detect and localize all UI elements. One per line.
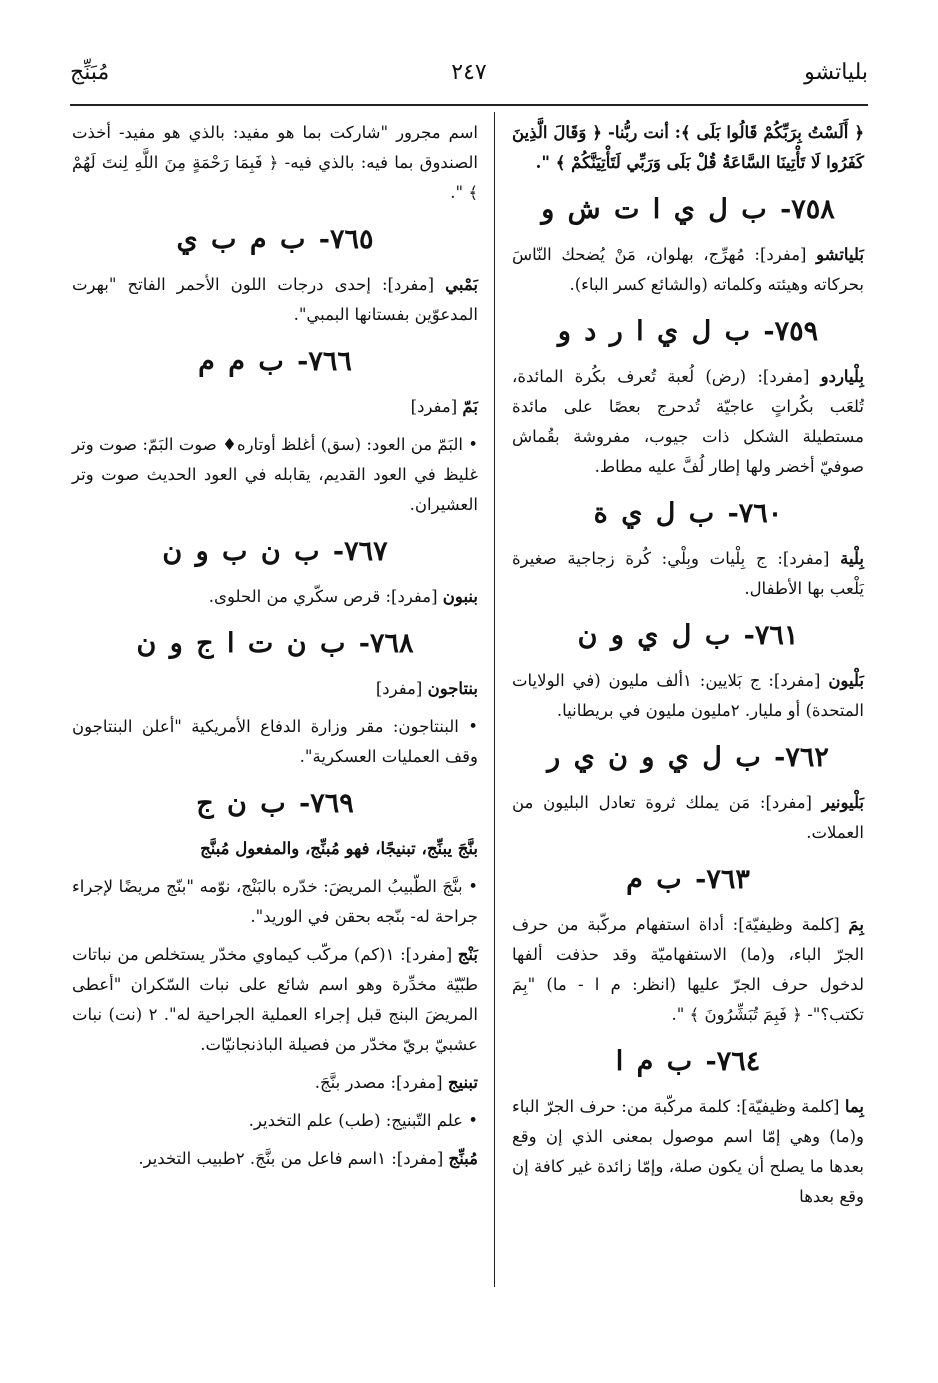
entry-768 <box>72 674 478 704</box>
right-running-head: بلياتشو <box>804 60 868 85</box>
headword: بنتاجون <box>427 679 478 698</box>
definition: [كلمة وظيفيّة]: أداة استفهام مركّبة من حرف الجرّ الباء، و(ما) الاستفهاميّة وقد حذفت ألفها لدخول حرف الجرّ عليها (انظر: م ا - ما) "بِمَ تكتب؟"- ﴿ فَبِمَ تُبَشِّرُونَ ﴾ ". <box>512 915 864 1024</box>
page-number: ٢٤٧ <box>451 60 487 85</box>
entry-769-tabnij <box>72 1068 478 1098</box>
headword: بَلْيونير <box>821 793 864 812</box>
entry-heading-764: ٧٦٤- ب م ا <box>615 1046 761 1077</box>
entry-heading-768: ٧٦٨- ب ن ت ا ج و ن <box>136 628 414 659</box>
headword: مُبنِّج <box>448 1149 478 1168</box>
definition: [مفرد] <box>410 397 463 416</box>
right-column <box>512 118 864 1220</box>
entry-762 <box>512 788 864 848</box>
headword: تبنيج <box>447 1073 478 1092</box>
intro-text: اسم مجرور "شاركت بما هو مفيد: بالذي هو مفيد- أخذت الصندوق بما فيه: بالذي فيه- ﴿ فَبِمَا رَحْمَةٍ مِنَ اللَّهِ لِنتَ لَهُمْ ﴾ ". <box>72 123 478 202</box>
entry-766-sense: • البَمّ من العود: (سق) أغلظ أوتاره♦ صوت البَمّ: صوت وتر غليظ في العود القديم، يقابله في العود الحديث صوت وتر العشيران. <box>72 435 478 514</box>
definition: [مفرد] <box>375 679 428 698</box>
header-rule <box>70 104 868 106</box>
headword: بَمّ <box>462 397 478 416</box>
entry-heading-766: ٧٦٦- ب م م <box>198 346 352 377</box>
entry-heading-758: ٧٥٨- ب ل ي ا ت ش و <box>541 194 835 225</box>
entry-heading-767: ٧٦٧- ب ن ب و ن <box>162 536 388 567</box>
entry-heading-769: ٧٦٩- ب ن ج <box>196 788 354 819</box>
column-divider <box>494 112 495 1287</box>
entry-heading-759: ٧٥٩- ب ل ي ا ر د و <box>557 316 819 347</box>
definition: [مفرد]: إحدى درجات اللون الأحمر الفاتح "بهرت المدعوّين بفستانها البمبي". <box>72 275 478 324</box>
entry-758 <box>512 240 864 300</box>
headword: بِما <box>844 1097 864 1116</box>
entry-heading-765: ٧٦٥- ب م ب ي <box>176 224 374 255</box>
entry-heading-762: ٧٦٢- ب ل ي و ن ي ر <box>547 742 829 773</box>
entry-765 <box>72 270 478 330</box>
definition: [مفرد]: ج بَلايين: ١ألف مليون (في الولايات المتحدة) أو مليار. ٢مليون مليون في بريطانيا. <box>512 671 864 720</box>
entry-759 <box>512 362 864 482</box>
definition: [مفرد]: قرص سكّري من الحلوى. <box>208 587 443 606</box>
definition: [مفرد]: ١(كم) مركّب كيماوي مخدّر يستخلص من نباتات طبّيّة مخدِّرة وهو اسم شائع على نبات السّكران "أعطى المريضَ البنج قبل إجراء العملية الجراحية له". ٢ (نت) نبات عشبيّ بريّ مخدّر من فصيلة الباذنجانيّات. <box>72 945 479 1054</box>
definition: [مفرد]: مصدر بنَّجَ. <box>314 1073 448 1092</box>
intro-quote: ﴿ أَلَسْتُ بِرَبِّكُمْ قَالُوا بَلَى ﴾: أنت ربُّنا- ﴿ وَقَالَ الَّذِينَ كَفَرُوا لَا تَأْتِينَا السَّاعَةُ قُلْ بَلَى وَرَبِّي لَتَأْتِيَنَّكُمْ ﴾ ". <box>512 123 864 172</box>
left-running-head: مُبَنِّج <box>70 60 110 85</box>
definition: [مفرد]: ١اسم فاعل من بنَّجَ. ٢طبيب التخدير. <box>138 1149 449 1168</box>
entry-heading-763: ٧٦٣- ب م <box>626 864 750 895</box>
definition: [مفرد]: (رض) لُعبة تُعرف بكُرة المائدة، تُلعَب بكُراتٍ عاجيّة تُدحرج بعصًا على مائدة مستطيلة الشكل ذات جيوب، مفروشة بقُماش صوفيّ أخضر ولها إطار لُفَّ عليه مطاط. <box>512 367 864 476</box>
definition: [كلمة وظيفيّة]: كلمة مركّبة من: حرف الجرّ الباء و(ما) وهي إمّا اسم موصول بمعنى الذي إن وقع بعدها ما يصلح أن يكون صلة، وإمّا زائدة غير كافة إن وقع بعدها <box>512 1097 864 1206</box>
page-header <box>70 60 868 100</box>
entry-769-mubannij <box>72 1144 478 1174</box>
entry-769-verb: بنَّجَ يبنِّج، تبنيجًا، فهو مُبنِّج، والمفعول مُبنَّج <box>200 839 478 858</box>
headword: بَلياتشو <box>816 245 864 264</box>
entry-769-verb-sense: • بنَّجَ الطّبيبُ المريضَ: خدّره بالبَنْج، نوّمه "بنّج مريضًا لإجراء جراحة له- بنّجه بحقن في الوريد". <box>72 877 478 926</box>
headword: بَنْج <box>457 945 478 964</box>
headword: بنبون <box>442 587 478 606</box>
entry-767 <box>72 582 478 612</box>
entry-heading-760: ٧٦٠- ب ل ي ة <box>593 498 783 529</box>
left-column <box>72 118 478 1182</box>
entry-763 <box>512 910 864 1030</box>
entry-761 <box>512 666 864 726</box>
definition: [مفرد]: مَن يملك ثروة تعادل البليون من العملات. <box>512 793 864 842</box>
entry-769-noun <box>72 940 478 1060</box>
entry-heading-761: ٧٦١- ب ل ي و ن <box>577 620 799 651</box>
entry-760 <box>512 544 864 604</box>
headword: بِمَ <box>848 915 864 934</box>
definition: [مفرد]: ج بِلْيات وبِلْي: كُرة زجاجية صغيرة يَلْعب بها الأطفال. <box>512 549 864 598</box>
headword: بَلْيون <box>828 671 864 690</box>
headword: بِلْية <box>840 549 864 568</box>
headword: بَمْبي <box>445 275 478 294</box>
entry-764 <box>512 1092 864 1212</box>
entry-768-sense: • البنتاجون: مقر وزارة الدفاع الأمريكية "أعلن البنتاجون وقف العمليات العسكرية". <box>72 717 478 766</box>
entry-766 <box>72 392 478 422</box>
headword: بِلْياردو <box>820 367 864 386</box>
entry-769-tabnij-sense: • علم التّبنيج: (طب) علم التخدير. <box>248 1111 478 1130</box>
definition: [مفرد]: مُهرِّج، بهلوان، مَنْ يُضحك النّاسَ بحركاته وهيئته وكلماته (والشائع كسر الباء). <box>512 245 864 294</box>
